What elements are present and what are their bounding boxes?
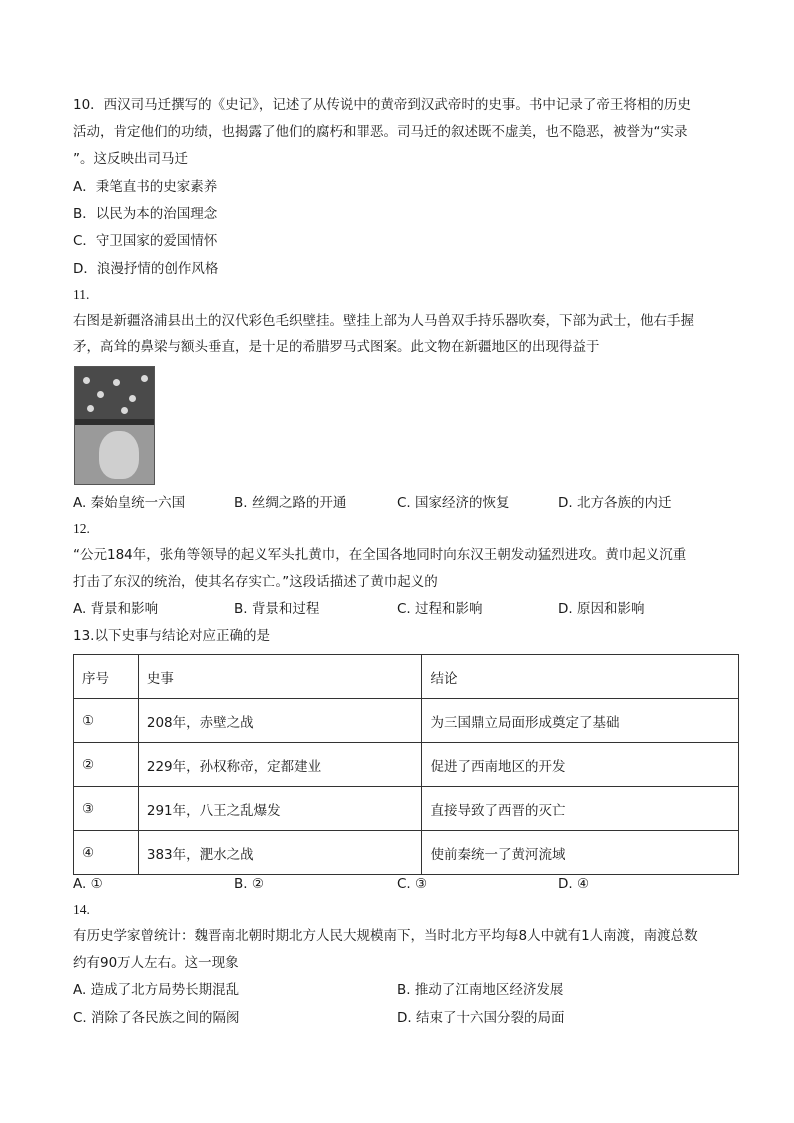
q11-option-a: A. 秦始皇统一六国 <box>73 495 186 511</box>
q12-option-c: C. 过程和影响 <box>397 601 483 617</box>
row-index: ① <box>74 699 139 743</box>
q14-option-a: A. 造成了北方局势长期混乱 <box>73 982 240 998</box>
q12-option-d: D. 原因和影响 <box>558 601 645 617</box>
q10-option-a: A．秉笔直书的史家素养 <box>73 179 218 195</box>
row-index: ④ <box>74 831 139 875</box>
q11-stem-line-2: 矛，高耸的鼻梁与额头垂直，是十足的希腊罗马式图案。此文物在新疆地区的出现得益于 <box>73 339 600 355</box>
row-index: ② <box>74 743 139 787</box>
row-conclusion: 使前秦统一了黄河流域 <box>422 831 739 875</box>
header-conclusion: 结论 <box>422 655 739 699</box>
q14-option-b: B. 推动了江南地区经济发展 <box>397 982 564 998</box>
q14-stem-line-2: 约有90万人左右。这一现象 <box>73 955 239 971</box>
wall-hanging-photo <box>74 366 155 485</box>
q12-option-b: B. 背景和过程 <box>234 601 320 617</box>
q11-option-c: C. 国家经济的恢复 <box>397 495 510 511</box>
q14-option-c: C. 消除了各民族之间的隔阂 <box>73 1010 240 1026</box>
q10-option-d: D．浪漫抒情的创作风格 <box>73 261 219 277</box>
q12-option-a: A. 背景和影响 <box>73 601 159 617</box>
table-header-row <box>74 655 739 699</box>
row-event: 229年，孙权称帝，定都建业 <box>138 743 422 787</box>
q11-option-d: D. 北方各族的内迁 <box>558 495 672 511</box>
table-row <box>74 699 739 743</box>
q14-number: 14. <box>73 902 90 917</box>
row-event: 208年，赤壁之战 <box>138 699 422 743</box>
q13-option-c: C. ③ <box>397 876 428 892</box>
q12-stem-line-1: “公元184年，张角等领导的起义军头扎黄巾，在全国各地同时向东汉王朝发动猛烈进攻。黄巾起义沉重 <box>73 547 687 563</box>
q11-number: 11. <box>73 287 90 302</box>
q10-stem-line-1: 10．西汉司马迁撰写的《史记》，记述了从传说中的黄帝到汉武帝时的史事。书中记录了帝王将相的历史 <box>73 97 691 113</box>
header-index: 序号 <box>74 655 139 699</box>
q13-stem: 13.以下史事与结论对应正确的是 <box>73 628 270 644</box>
q10-stem-line-3: ”。这反映出司马迁 <box>73 151 188 167</box>
q12-stem-line-2: 打击了东汉的统治，使其名存实亡。”这段话描述了黄巾起义的 <box>73 574 438 590</box>
row-conclusion: 为三国鼎立局面形成奠定了基础 <box>422 699 739 743</box>
q11-option-b: B. 丝绸之路的开通 <box>234 495 347 511</box>
q10-option-b: B．以民为本的治国理念 <box>73 206 218 222</box>
header-event: 史事 <box>138 655 422 699</box>
q13-option-b: B. ② <box>234 876 264 892</box>
q14-option-d: D. 结束了十六国分裂的局面 <box>397 1010 565 1026</box>
q13-option-d: D. ④ <box>558 876 590 892</box>
q11-stem-line-1: 右图是新疆洛浦县出土的汉代彩色毛织壁挂。壁挂上部为人马兽双手持乐器吹奏，下部为武士，他右手握 <box>73 313 694 329</box>
q13-table <box>73 654 739 875</box>
row-index: ③ <box>74 787 139 831</box>
q14-stem-line-1: 有历史学家曾统计：魏晋南北朝时期北方人民大规模南下，当时北方平均每8人中就有1人南渡，南渡总数 <box>73 928 698 944</box>
row-conclusion: 促进了西南地区的开发 <box>422 743 739 787</box>
table-row <box>74 743 739 787</box>
row-event: 291年，八王之乱爆发 <box>138 787 422 831</box>
q10-option-c: C．守卫国家的爱国情怀 <box>73 233 218 249</box>
q13-option-a: A. ① <box>73 876 103 892</box>
row-conclusion: 直接导致了西晋的灭亡 <box>422 787 739 831</box>
table-row <box>74 831 739 875</box>
q10-stem-line-2: 活动，肯定他们的功绩，也揭露了他们的腐朽和罪恶。司马迁的叙述既不虚美，也不隐恶，被誉为“实录 <box>73 124 688 140</box>
table-row <box>74 787 739 831</box>
row-event: 383年，淝水之战 <box>138 831 422 875</box>
q12-number: 12. <box>73 521 90 536</box>
